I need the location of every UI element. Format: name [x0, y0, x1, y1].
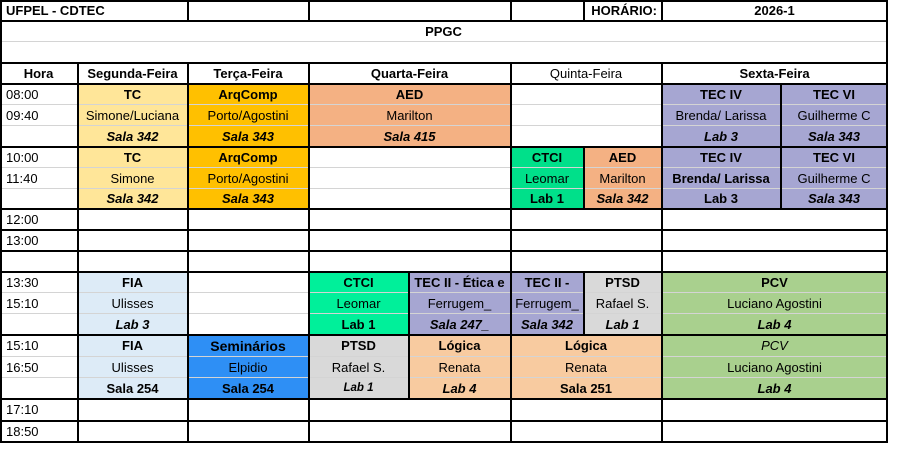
time-cell-empty[interactable]	[0, 126, 78, 147]
time-cell: 08:00	[0, 84, 78, 105]
time-cell-empty[interactable]	[0, 251, 78, 272]
empty-cell[interactable]	[188, 293, 309, 314]
spacer-row[interactable]	[78, 251, 888, 272]
class-professor-cell[interactable]: Marilton	[584, 168, 662, 189]
table-border-bottom	[0, 441, 888, 443]
table-border	[0, 250, 888, 252]
class-name-cell[interactable]: TEC VI	[781, 147, 888, 168]
class-professor-cell[interactable]: Porto/Agostini	[188, 168, 309, 189]
time-cell: 16:50	[0, 357, 78, 378]
class-room-cell[interactable]: Sala 247_	[409, 314, 511, 335]
empty-cell[interactable]	[511, 421, 662, 442]
empty-cell[interactable]	[511, 230, 662, 251]
class-room-cell[interactable]: Sala 343	[188, 189, 309, 209]
table-border-left	[0, 0, 2, 442]
class-professor-cell[interactable]: Rafael S.	[584, 293, 662, 314]
col-header-quinta: Quinta-Feira	[511, 63, 662, 84]
class-name-cell[interactable]: PTSD	[309, 335, 409, 357]
class-name-cell[interactable]: FIA	[78, 272, 188, 293]
class-room-cell[interactable]: Lab 1	[309, 378, 409, 399]
class-name-cell[interactable]: CTCI	[309, 272, 409, 293]
class-room-cell[interactable]: Lab 1	[309, 314, 409, 335]
table-border	[661, 0, 663, 21]
time-cell: 09:40	[0, 105, 78, 126]
empty-cell[interactable]	[662, 230, 888, 251]
table-border	[0, 83, 888, 85]
class-room-cell[interactable]: Sala 342	[78, 126, 188, 147]
time-cell: 18:50	[0, 421, 78, 442]
class-professor-cell[interactable]: Brenda/ Larissa	[662, 105, 781, 126]
table-border	[510, 63, 512, 441]
col-header-hora: Hora	[0, 63, 78, 84]
class-professor-cell[interactable]: Renata	[511, 357, 662, 378]
empty-cell[interactable]	[309, 230, 511, 251]
empty-cell[interactable]	[662, 421, 888, 442]
time-cell: 13:00	[0, 230, 78, 251]
time-cell-empty[interactable]	[0, 314, 78, 335]
class-room-cell[interactable]: Lab 1	[584, 314, 662, 335]
class-name-cell[interactable]: TEC IV	[662, 147, 781, 168]
class-professor-cell[interactable]: Leomar	[511, 168, 584, 189]
table-border	[408, 272, 410, 399]
empty-cell[interactable]	[309, 147, 511, 168]
col-header-sexta: Sexta-Feira	[662, 63, 888, 84]
empty-cell[interactable]	[511, 209, 662, 230]
class-name-cell[interactable]: PCV	[662, 272, 888, 293]
class-name-cell[interactable]: TC	[78, 147, 188, 168]
table-border-top	[0, 0, 888, 2]
table-border	[308, 0, 310, 21]
class-room-cell[interactable]: Sala 415	[309, 126, 511, 147]
empty-cell[interactable]	[188, 314, 309, 335]
class-name-cell[interactable]: ArqComp	[188, 84, 309, 105]
class-room-cell[interactable]: Sala 342	[584, 189, 662, 209]
table-border	[780, 84, 782, 209]
class-professor-cell[interactable]: Marilton	[309, 105, 511, 126]
program-title: PPGC	[0, 21, 888, 42]
class-professor-cell[interactable]: Brenda/ Larissa	[662, 168, 781, 189]
table-border	[0, 334, 888, 336]
empty-cell[interactable]	[309, 209, 511, 230]
term-cell: 2026-1	[662, 0, 888, 21]
class-room-cell[interactable]: Sala 254	[78, 378, 188, 399]
empty-cell[interactable]	[78, 209, 188, 230]
table-border	[308, 63, 310, 441]
class-professor-cell[interactable]: Ferrugem_	[511, 293, 584, 314]
class-professor-cell[interactable]: Luciano Agostini	[662, 357, 888, 378]
time-cell: 13:30	[0, 272, 78, 293]
empty-cell[interactable]	[309, 399, 511, 421]
empty-cell[interactable]	[309, 189, 511, 209]
class-professor-cell[interactable]: Guilherme C	[781, 105, 888, 126]
class-professor-cell[interactable]: Renata	[409, 357, 511, 378]
time-cell: 17:10	[0, 399, 78, 421]
class-name-cell[interactable]: PTSD	[584, 272, 662, 293]
class-name-cell[interactable]: Lógica	[409, 335, 511, 357]
time-cell: 10:00	[0, 147, 78, 168]
class-room-cell[interactable]: Lab 4	[662, 314, 888, 335]
col-header-terca: Terça-Feira	[188, 63, 309, 84]
class-name-cell[interactable]: FIA	[78, 335, 188, 357]
class-professor-cell[interactable]: Simone/Luciana	[78, 105, 188, 126]
table-border	[0, 398, 888, 400]
schedule-label: HORÁRIO:	[584, 0, 662, 21]
table-border	[77, 63, 79, 441]
table-border	[0, 271, 888, 273]
empty-cell[interactable]	[188, 421, 309, 442]
empty-cell[interactable]	[188, 399, 309, 421]
table-border	[510, 0, 512, 21]
class-name-cell[interactable]: TEC II - Ética e	[409, 272, 511, 293]
class-name-cell[interactable]: PCV	[662, 335, 888, 357]
class-room-cell[interactable]: Lab 4	[662, 378, 888, 399]
time-cell: 12:00	[0, 209, 78, 230]
class-professor-cell[interactable]: Porto/Agostini	[188, 105, 309, 126]
time-cell: 15:10	[0, 293, 78, 314]
class-room-cell[interactable]: Sala 342	[511, 314, 584, 335]
time-cell-empty[interactable]	[0, 189, 78, 209]
empty-cell[interactable]	[78, 421, 188, 442]
class-name-cell[interactable]: CTCI	[511, 147, 584, 168]
class-name-cell[interactable]: AED	[309, 84, 511, 105]
spacer-row[interactable]	[0, 42, 888, 63]
class-room-cell[interactable]: Lab 1	[511, 189, 584, 209]
class-name-cell[interactable]: Seminários	[188, 335, 309, 357]
class-room-cell[interactable]: Sala 342	[78, 189, 188, 209]
class-room-cell[interactable]: Lab 3	[78, 314, 188, 335]
class-professor-cell[interactable]: Simone	[78, 168, 188, 189]
empty-header-cell[interactable]	[309, 0, 511, 21]
empty-cell[interactable]	[511, 84, 662, 105]
table-border	[0, 229, 888, 231]
empty-cell[interactable]	[309, 421, 511, 442]
empty-cell[interactable]	[511, 399, 662, 421]
table-border	[187, 63, 189, 441]
class-room-cell[interactable]: Sala 254	[188, 378, 309, 399]
time-cell: 11:40	[0, 168, 78, 189]
class-room-cell[interactable]: Lab 3	[662, 189, 781, 209]
table-border	[583, 0, 585, 21]
table-border	[0, 146, 888, 148]
empty-cell[interactable]	[78, 399, 188, 421]
table-border	[583, 272, 585, 335]
class-room-cell[interactable]: Sala 251	[511, 378, 662, 399]
class-name-cell[interactable]: TEC IV	[662, 84, 781, 105]
class-professor-cell[interactable]: Elpidio	[188, 357, 309, 378]
class-name-cell[interactable]: TEC VI	[781, 84, 888, 105]
class-professor-cell[interactable]: Luciano Agostini	[662, 293, 888, 314]
empty-cell[interactable]	[662, 209, 888, 230]
class-room-cell[interactable]: Sala 343	[188, 126, 309, 147]
table-border	[187, 0, 189, 21]
table-border	[0, 208, 888, 210]
table-border	[0, 20, 888, 22]
class-name-cell[interactable]: Lógica	[511, 335, 662, 357]
empty-header-cell[interactable]	[511, 0, 584, 21]
table-border	[661, 63, 663, 441]
empty-cell[interactable]	[188, 272, 309, 293]
table-border-right	[886, 0, 888, 442]
empty-cell[interactable]	[188, 230, 309, 251]
class-professor-cell[interactable]: Guilherme C	[781, 168, 888, 189]
class-room-cell[interactable]: Sala 343	[781, 189, 888, 209]
empty-cell[interactable]	[662, 399, 888, 421]
class-room-cell[interactable]: Lab 3	[662, 126, 781, 147]
empty-cell[interactable]	[511, 126, 662, 147]
class-professor-cell[interactable]: Ulisses	[78, 293, 188, 314]
table-border	[583, 147, 585, 209]
class-professor-cell[interactable]: Leomar	[309, 293, 409, 314]
class-room-cell[interactable]: Sala 343	[781, 126, 888, 147]
institution-cell: UFPEL - CDTEC	[0, 0, 188, 21]
class-professor-cell[interactable]: Rafael S.	[309, 357, 409, 378]
col-header-segunda: Segunda-Feira	[78, 63, 188, 84]
class-name-cell[interactable]: TEC II -	[511, 272, 584, 293]
table-border	[0, 62, 888, 64]
empty-cell[interactable]	[511, 105, 662, 126]
col-header-quarta: Quarta-Feira	[309, 63, 511, 84]
class-name-cell[interactable]: TC	[78, 84, 188, 105]
time-cell-empty[interactable]	[0, 378, 78, 399]
empty-cell[interactable]	[78, 230, 188, 251]
time-cell: 15:10	[0, 335, 78, 357]
empty-header-cell[interactable]	[188, 0, 309, 21]
class-professor-cell[interactable]: Ulisses	[78, 357, 188, 378]
empty-cell[interactable]	[309, 168, 511, 189]
class-name-cell[interactable]: AED	[584, 147, 662, 168]
class-name-cell[interactable]: ArqComp	[188, 147, 309, 168]
class-professor-cell[interactable]: Ferrugem_	[409, 293, 511, 314]
class-room-cell[interactable]: Lab 4	[409, 378, 511, 399]
empty-cell[interactable]	[188, 209, 309, 230]
table-border	[0, 420, 888, 422]
